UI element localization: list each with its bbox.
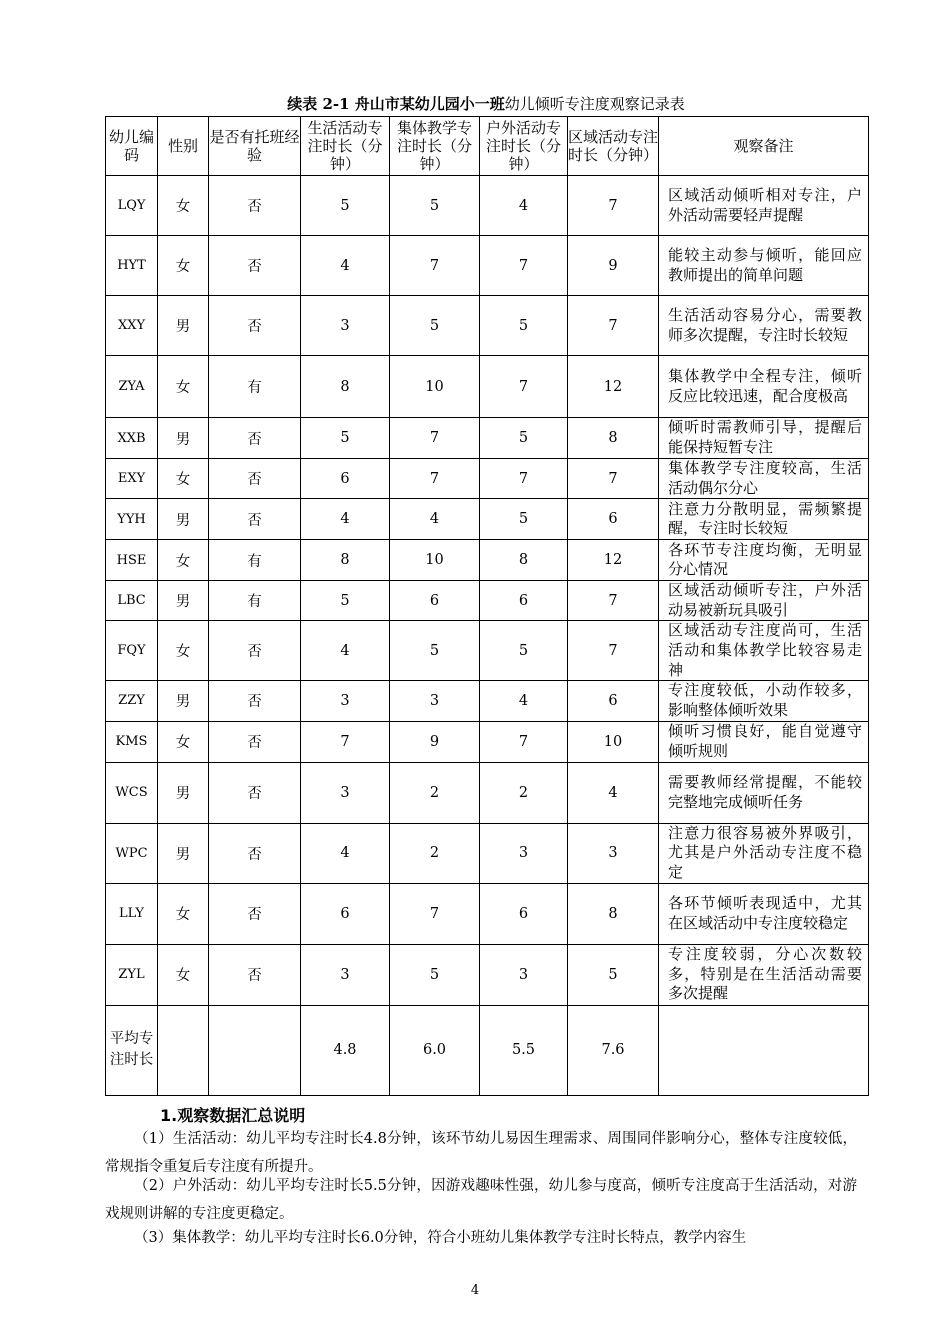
table-row (106, 721, 869, 762)
cell-gender: 女 (158, 621, 209, 681)
header-outdoor: 户外活动专注时长（分钟） (480, 117, 568, 176)
header-life: 生活活动专注时长（分钟） (301, 117, 390, 176)
cell-gender: 女 (158, 459, 209, 499)
table-caption (105, 94, 867, 114)
cell-area: 6 (568, 499, 659, 540)
table-row (106, 236, 869, 296)
cell-area: 7 (568, 176, 659, 236)
cell-experience: 否 (209, 883, 301, 944)
cell-outdoor: 5 (480, 621, 568, 681)
cell-note: 各环节专注度均衡，无明显分心情况 (659, 540, 869, 581)
cell-code: HYT (106, 236, 158, 296)
cell-area: 7 (568, 296, 659, 356)
cell-area: 8 (568, 883, 659, 944)
average-experience-empty (209, 1005, 301, 1095)
table-body (106, 176, 869, 1006)
table-row (106, 356, 869, 418)
table-row (106, 418, 869, 459)
header-experience: 是否有托班经验 (209, 117, 301, 176)
table-row (106, 681, 869, 721)
section-title: 1.观察数据汇总说明 (160, 1106, 306, 1125)
cell-code: YYH (106, 499, 158, 540)
cell-gender: 男 (158, 499, 209, 540)
cell-outdoor: 7 (480, 356, 568, 418)
cell-code: XXY (106, 296, 158, 356)
cell-outdoor: 7 (480, 721, 568, 762)
cell-note: 区域活动专注度尚可，生活活动和集体教学比较容易走神 (659, 621, 869, 681)
cell-experience: 否 (209, 499, 301, 540)
cell-experience: 否 (209, 296, 301, 356)
cell-area: 12 (568, 356, 659, 418)
cell-experience: 否 (209, 176, 301, 236)
cell-outdoor: 6 (480, 581, 568, 621)
cell-gender: 女 (158, 236, 209, 296)
cell-outdoor: 8 (480, 540, 568, 581)
cell-group: 7 (390, 418, 480, 459)
paragraph-life: （1）生活活动：幼儿平均专注时长4.8分钟，该环节幼儿易因生理需求、周围同伴影响分心，整体专注度较低，常规指令重复后专注度有所提升。 (105, 1131, 857, 1175)
cell-experience: 否 (209, 762, 301, 823)
cell-experience: 否 (209, 721, 301, 762)
cell-code: KMS (106, 721, 158, 762)
cell-code: LQY (106, 176, 158, 236)
cell-gender: 男 (158, 581, 209, 621)
cell-outdoor: 5 (480, 296, 568, 356)
page-number: 4 (470, 1283, 480, 1298)
cell-area: 12 (568, 540, 659, 581)
cell-outdoor: 3 (480, 944, 568, 1005)
cell-area: 5 (568, 944, 659, 1005)
cell-gender: 女 (158, 721, 209, 762)
table-row (106, 459, 869, 499)
cell-code: ZYL (106, 944, 158, 1005)
cell-group: 7 (390, 883, 480, 944)
cell-experience: 否 (209, 236, 301, 296)
cell-note: 注意力很容易被外界吸引，尤其是户外活动专注度不稳定 (659, 823, 869, 883)
cell-note: 倾听时需教师引导，提醒后能保持短暂专注 (659, 418, 869, 459)
cell-group: 9 (390, 721, 480, 762)
cell-code: ZZY (106, 681, 158, 721)
cell-area: 7 (568, 459, 659, 499)
table-row (106, 176, 869, 236)
cell-group: 10 (390, 356, 480, 418)
cell-life: 4 (301, 621, 390, 681)
cell-note: 生活活动容易分心，需要教师多次提醒，专注时长较短 (659, 296, 869, 356)
header-gender: 性别 (158, 117, 209, 176)
cell-area: 7 (568, 621, 659, 681)
cell-outdoor: 5 (480, 418, 568, 459)
average-row (106, 1005, 869, 1095)
cell-note: 区域活动倾听相对专注，户外活动需要轻声提醒 (659, 176, 869, 236)
header-note: 观察备注 (659, 117, 869, 176)
cell-group: 6 (390, 581, 480, 621)
cell-group: 5 (390, 296, 480, 356)
cell-gender: 男 (158, 418, 209, 459)
cell-note: 集体教学中全程专注，倾听反应比较迅速，配合度极高 (659, 356, 869, 418)
cell-outdoor: 3 (480, 823, 568, 883)
table-row (106, 296, 869, 356)
cell-life: 3 (301, 762, 390, 823)
cell-area: 6 (568, 681, 659, 721)
cell-note: 注意力分散明显，需频繁提醒，专注时长较短 (659, 499, 869, 540)
cell-outdoor: 4 (480, 681, 568, 721)
cell-life: 5 (301, 418, 390, 459)
paragraph-outdoor: （2）户外活动：幼儿平均专注时长5.5分钟，因游戏趣味性强，幼儿参与度高，倾听专注度高于生活活动，对游戏规则讲解的专注度更稳定。 (105, 1178, 857, 1222)
average-life: 4.8 (301, 1005, 390, 1095)
average-area: 7.6 (568, 1005, 659, 1095)
cell-code: LBC (106, 581, 158, 621)
table-row (106, 581, 869, 621)
caption-bold: 续表 2-1 舟山市某幼儿园小一班 (287, 95, 505, 113)
cell-group: 7 (390, 236, 480, 296)
table-row (106, 762, 869, 823)
cell-life: 3 (301, 681, 390, 721)
cell-code: EXY (106, 459, 158, 499)
cell-code: XXB (106, 418, 158, 459)
cell-gender: 女 (158, 883, 209, 944)
cell-note: 集体教学专注度较高，生活活动偶尔分心 (659, 459, 869, 499)
cell-experience: 否 (209, 681, 301, 721)
cell-life: 8 (301, 356, 390, 418)
cell-group: 2 (390, 823, 480, 883)
cell-code: HSE (106, 540, 158, 581)
observation-table (105, 116, 869, 1096)
average-outdoor: 5.5 (480, 1005, 568, 1095)
cell-life: 6 (301, 459, 390, 499)
caption-normal: 幼儿倾听专注度观察记录表 (504, 95, 685, 113)
cell-life: 8 (301, 540, 390, 581)
cell-code: ZYA (106, 356, 158, 418)
average-group: 6.0 (390, 1005, 480, 1095)
cell-outdoor: 2 (480, 762, 568, 823)
cell-gender: 男 (158, 296, 209, 356)
cell-note: 各环节倾听表现适中，尤其在区域活动中专注度较稳定 (659, 883, 869, 944)
cell-experience: 否 (209, 459, 301, 499)
cell-experience: 有 (209, 356, 301, 418)
cell-note: 专注度较低，小动作较多，影响整体倾听效果 (659, 681, 869, 721)
cell-note: 需要教师经常提醒，不能较完整地完成倾听任务 (659, 762, 869, 823)
cell-group: 3 (390, 681, 480, 721)
cell-life: 6 (301, 883, 390, 944)
cell-gender: 女 (158, 356, 209, 418)
cell-group: 4 (390, 499, 480, 540)
cell-code: WCS (106, 762, 158, 823)
table-row (106, 823, 869, 883)
cell-outdoor: 7 (480, 459, 568, 499)
cell-life: 5 (301, 581, 390, 621)
cell-experience: 否 (209, 944, 301, 1005)
cell-experience: 有 (209, 581, 301, 621)
cell-experience: 有 (209, 540, 301, 581)
cell-group: 7 (390, 459, 480, 499)
table-row (106, 540, 869, 581)
cell-note: 倾听习惯良好，能自觉遵守倾听规则 (659, 721, 869, 762)
table-row (106, 499, 869, 540)
average-gender-empty (158, 1005, 209, 1095)
cell-gender: 女 (158, 176, 209, 236)
cell-note: 专注度较弱，分心次数较多，特别是在生活活动需要多次提醒 (659, 944, 869, 1005)
cell-life: 3 (301, 296, 390, 356)
cell-life: 4 (301, 499, 390, 540)
cell-outdoor: 7 (480, 236, 568, 296)
cell-note: 能较主动参与倾听，能回应教师提出的简单问题 (659, 236, 869, 296)
header-row (106, 117, 869, 176)
cell-area: 9 (568, 236, 659, 296)
cell-note: 区域活动倾听专注，户外活动易被新玩具吸引 (659, 581, 869, 621)
cell-outdoor: 6 (480, 883, 568, 944)
cell-life: 5 (301, 176, 390, 236)
cell-group: 2 (390, 762, 480, 823)
cell-life: 3 (301, 944, 390, 1005)
cell-code: WPC (106, 823, 158, 883)
cell-outdoor: 4 (480, 176, 568, 236)
cell-experience: 否 (209, 823, 301, 883)
cell-code: FQY (106, 621, 158, 681)
table-row (106, 944, 869, 1005)
cell-group: 5 (390, 176, 480, 236)
header-code: 幼儿编码 (106, 117, 158, 176)
cell-life: 4 (301, 823, 390, 883)
cell-group: 5 (390, 621, 480, 681)
average-note-empty (659, 1005, 869, 1095)
average-label: 平均专注时长 (106, 1005, 158, 1095)
cell-area: 3 (568, 823, 659, 883)
table-row (106, 883, 869, 944)
cell-area: 8 (568, 418, 659, 459)
cell-life: 7 (301, 721, 390, 762)
header-area: 区域活动专注时长（分钟） (568, 117, 659, 176)
cell-experience: 否 (209, 418, 301, 459)
cell-life: 4 (301, 236, 390, 296)
cell-code: LLY (106, 883, 158, 944)
cell-group: 10 (390, 540, 480, 581)
cell-area: 10 (568, 721, 659, 762)
cell-gender: 男 (158, 762, 209, 823)
paragraph-group: （3）集体教学：幼儿平均专注时长6.0分钟，符合小班幼儿集体教学专注时长特点，教学内容生 (134, 1230, 747, 1246)
cell-outdoor: 5 (480, 499, 568, 540)
cell-gender: 女 (158, 944, 209, 1005)
cell-gender: 女 (158, 540, 209, 581)
cell-gender: 男 (158, 823, 209, 883)
cell-group: 5 (390, 944, 480, 1005)
table-row (106, 621, 869, 681)
cell-area: 7 (568, 581, 659, 621)
header-group: 集体教学专注时长（分钟） (390, 117, 480, 176)
cell-experience: 否 (209, 621, 301, 681)
cell-area: 4 (568, 762, 659, 823)
cell-gender: 男 (158, 681, 209, 721)
